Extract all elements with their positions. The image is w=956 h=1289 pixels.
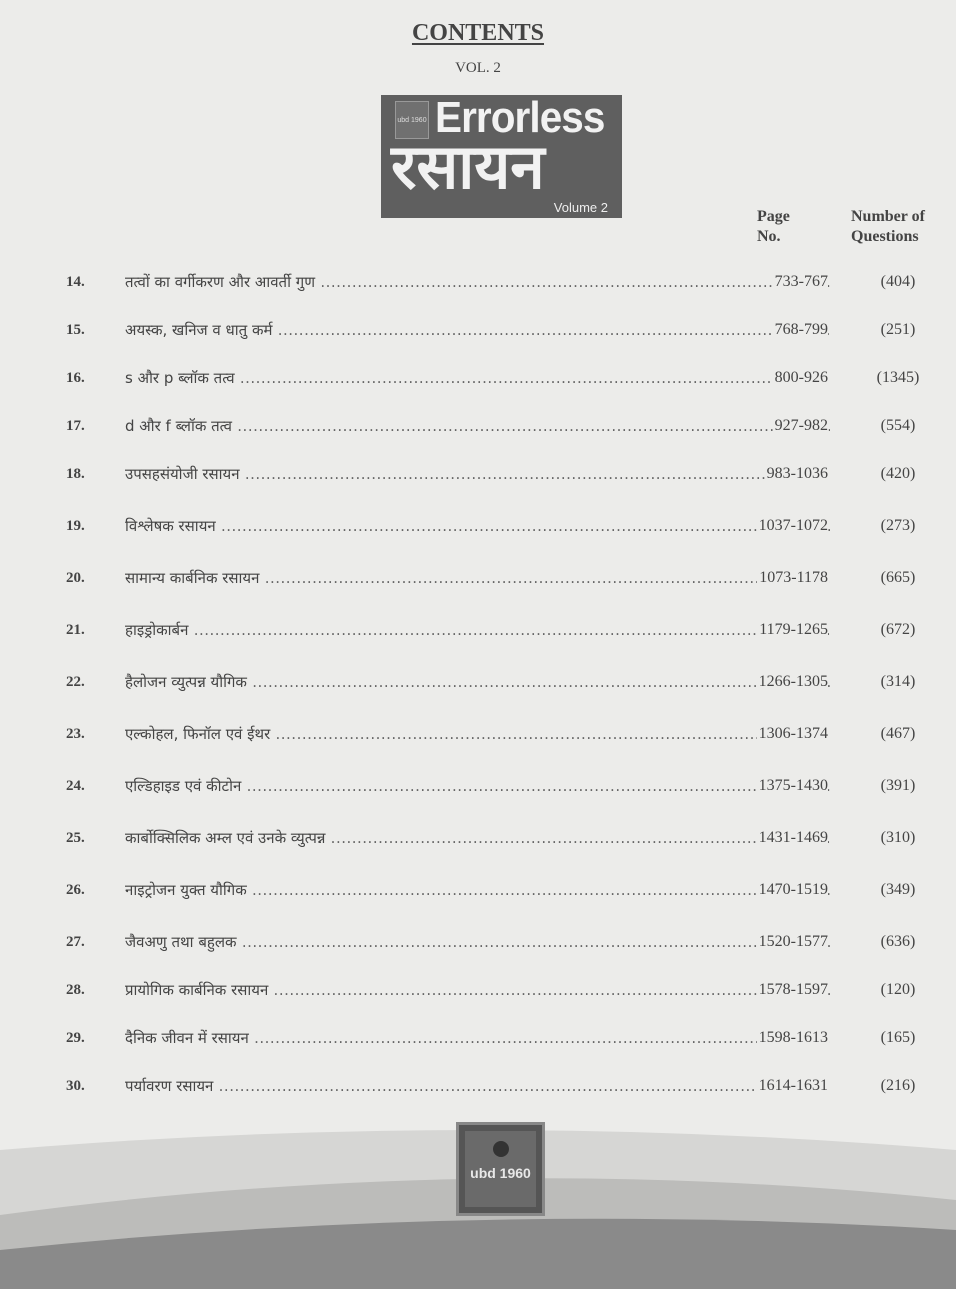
chapter-number: 16. [66, 370, 85, 386]
chapter-pages: 1598-1613 [758, 1029, 828, 1046]
chapter-title: जैवअणु तथा बहुलक ..... [125, 932, 830, 952]
chapter-title: प्रायोगिक कार्बनिक रसायन ..... [125, 980, 830, 1000]
volume-label: VOL. 2 [455, 60, 501, 76]
chapter-row [0, 320, 956, 344]
chapter-number: 26. [66, 882, 85, 898]
chapter-number: 29. [66, 1030, 85, 1046]
chapter-row [0, 464, 956, 488]
chapter-pages: 1266-1305 [758, 673, 828, 690]
chapter-question-count: (554) [880, 417, 916, 434]
chapter-title: नाइट्रोजन युक्त यौगिक ..... [125, 880, 830, 900]
chapter-row [0, 672, 956, 696]
chapter-question-count: (273) [880, 517, 916, 534]
chapter-question-count: (165) [880, 1029, 916, 1046]
chapter-pages: 1179-1265 [759, 621, 828, 638]
chapter-number: 22. [66, 674, 85, 690]
chapter-question-count: (672) [880, 621, 916, 638]
chapter-row [0, 828, 956, 852]
chapter-question-count: (467) [880, 725, 916, 742]
chapter-question-count: (1345) [876, 369, 920, 386]
publisher-emblem-icon [493, 1141, 509, 1157]
chapter-pages: 1431-1469 [758, 829, 828, 846]
chapter-pages: 733-767 [774, 273, 828, 290]
logo-volume: Volume 2 [553, 200, 608, 215]
chapter-title: एल्कोहल, फिनॉल एवं ईथर ..... [125, 724, 830, 744]
publisher-text: ubd 1960 [470, 1165, 531, 1181]
chapter-pages: 1073-1178 [759, 569, 828, 586]
chapter-title: विश्लेषक रसायन ..... [125, 516, 830, 536]
chapter-title: कार्बोक्सिलिक अम्ल एवं उनके व्युत्पन्न ..... [125, 828, 830, 848]
chapter-number: 24. [66, 778, 85, 794]
chapter-question-count: (636) [880, 933, 916, 950]
chapter-question-count: (310) [880, 829, 916, 846]
chapter-row [0, 368, 956, 392]
chapter-number: 19. [66, 518, 85, 534]
chapter-question-count: (391) [880, 777, 916, 794]
chapter-title: d और f ब्लॉक तत्व ..... [125, 416, 830, 436]
chapter-row [0, 1076, 956, 1100]
chapter-number: 23. [66, 726, 85, 742]
chapter-pages: 1375-1430 [758, 777, 828, 794]
chapter-row [0, 932, 956, 956]
chapter-row [0, 1028, 956, 1052]
chapter-row [0, 776, 956, 800]
chapter-question-count: (349) [880, 881, 916, 898]
chapter-pages: 1037-1072 [758, 517, 828, 534]
chapter-number: 25. [66, 830, 85, 846]
chapter-title: एल्डिहाइड एवं कीटोन ..... [125, 776, 830, 796]
chapter-pages: 927-982 [774, 417, 828, 434]
chapter-pages: 1470-1519 [758, 881, 828, 898]
chapter-number: 15. [66, 322, 85, 338]
page-no-header: Page No. [757, 208, 790, 245]
chapter-row [0, 516, 956, 540]
chapter-title: तत्वों का वर्गीकरण और आवर्ती गुण ..... [125, 272, 830, 292]
page-title: CONTENTS [411, 20, 545, 46]
chapter-number: 17. [66, 418, 85, 434]
chapter-number: 21. [66, 622, 85, 638]
chapter-pages: 983-1036 [766, 465, 828, 482]
chapter-pages: 1614-1631 [758, 1077, 828, 1094]
chapter-number: 20. [66, 570, 85, 586]
chapter-pages: 800-926 [774, 369, 828, 386]
chapter-pages: 768-799 [774, 321, 828, 338]
logo-brand: Errorless [435, 93, 605, 142]
chapter-number: 28. [66, 982, 85, 998]
chapter-number: 18. [66, 466, 85, 482]
chapter-row [0, 980, 956, 1004]
chapter-title: सामान्य कार्बनिक रसायन ..... [125, 568, 830, 588]
chapter-row [0, 724, 956, 748]
chapter-question-count: (665) [880, 569, 916, 586]
chapter-pages: 1520-1577 [758, 933, 828, 950]
chapter-pages: 1578-1597 [758, 981, 828, 998]
publisher-badge: ubd 1960 [395, 101, 429, 139]
chapter-title: पर्यावरण रसायन ..... [125, 1076, 830, 1096]
chapter-title: दैनिक जीवन में रसायन ..... [125, 1028, 830, 1048]
chapter-number: 27. [66, 934, 85, 950]
chapter-row [0, 880, 956, 904]
chapter-title: s और p ब्लॉक तत्व ..... [125, 368, 830, 388]
chapter-row [0, 620, 956, 644]
chapter-question-count: (404) [880, 273, 916, 290]
chapter-row [0, 272, 956, 296]
chapter-title: उपसहसंयोजी रसायन ..... [125, 464, 830, 484]
chapter-question-count: (251) [880, 321, 916, 338]
chapter-question-count: (314) [880, 673, 916, 690]
book-logo [381, 95, 622, 218]
chapter-title: हैलोजन व्युत्पन्न यौगिक ..... [125, 672, 830, 692]
logo-hindi-title: रसायन [391, 133, 545, 202]
chapter-pages: 1306-1374 [758, 725, 828, 742]
chapter-question-count: (216) [880, 1077, 916, 1094]
chapter-title: अयस्क, खनिज व धातु कर्म ..... [125, 320, 830, 340]
chapter-question-count: (120) [880, 981, 916, 998]
chapter-title: हाइड्रोकार्बन ..... [125, 620, 830, 640]
publisher-logo [456, 1122, 545, 1216]
chapter-row [0, 568, 956, 592]
chapter-number: 30. [66, 1078, 85, 1094]
chapter-number: 14. [66, 274, 85, 290]
questions-header: Number of Questions [851, 208, 925, 245]
chapter-row [0, 416, 956, 440]
chapter-question-count: (420) [880, 465, 916, 482]
